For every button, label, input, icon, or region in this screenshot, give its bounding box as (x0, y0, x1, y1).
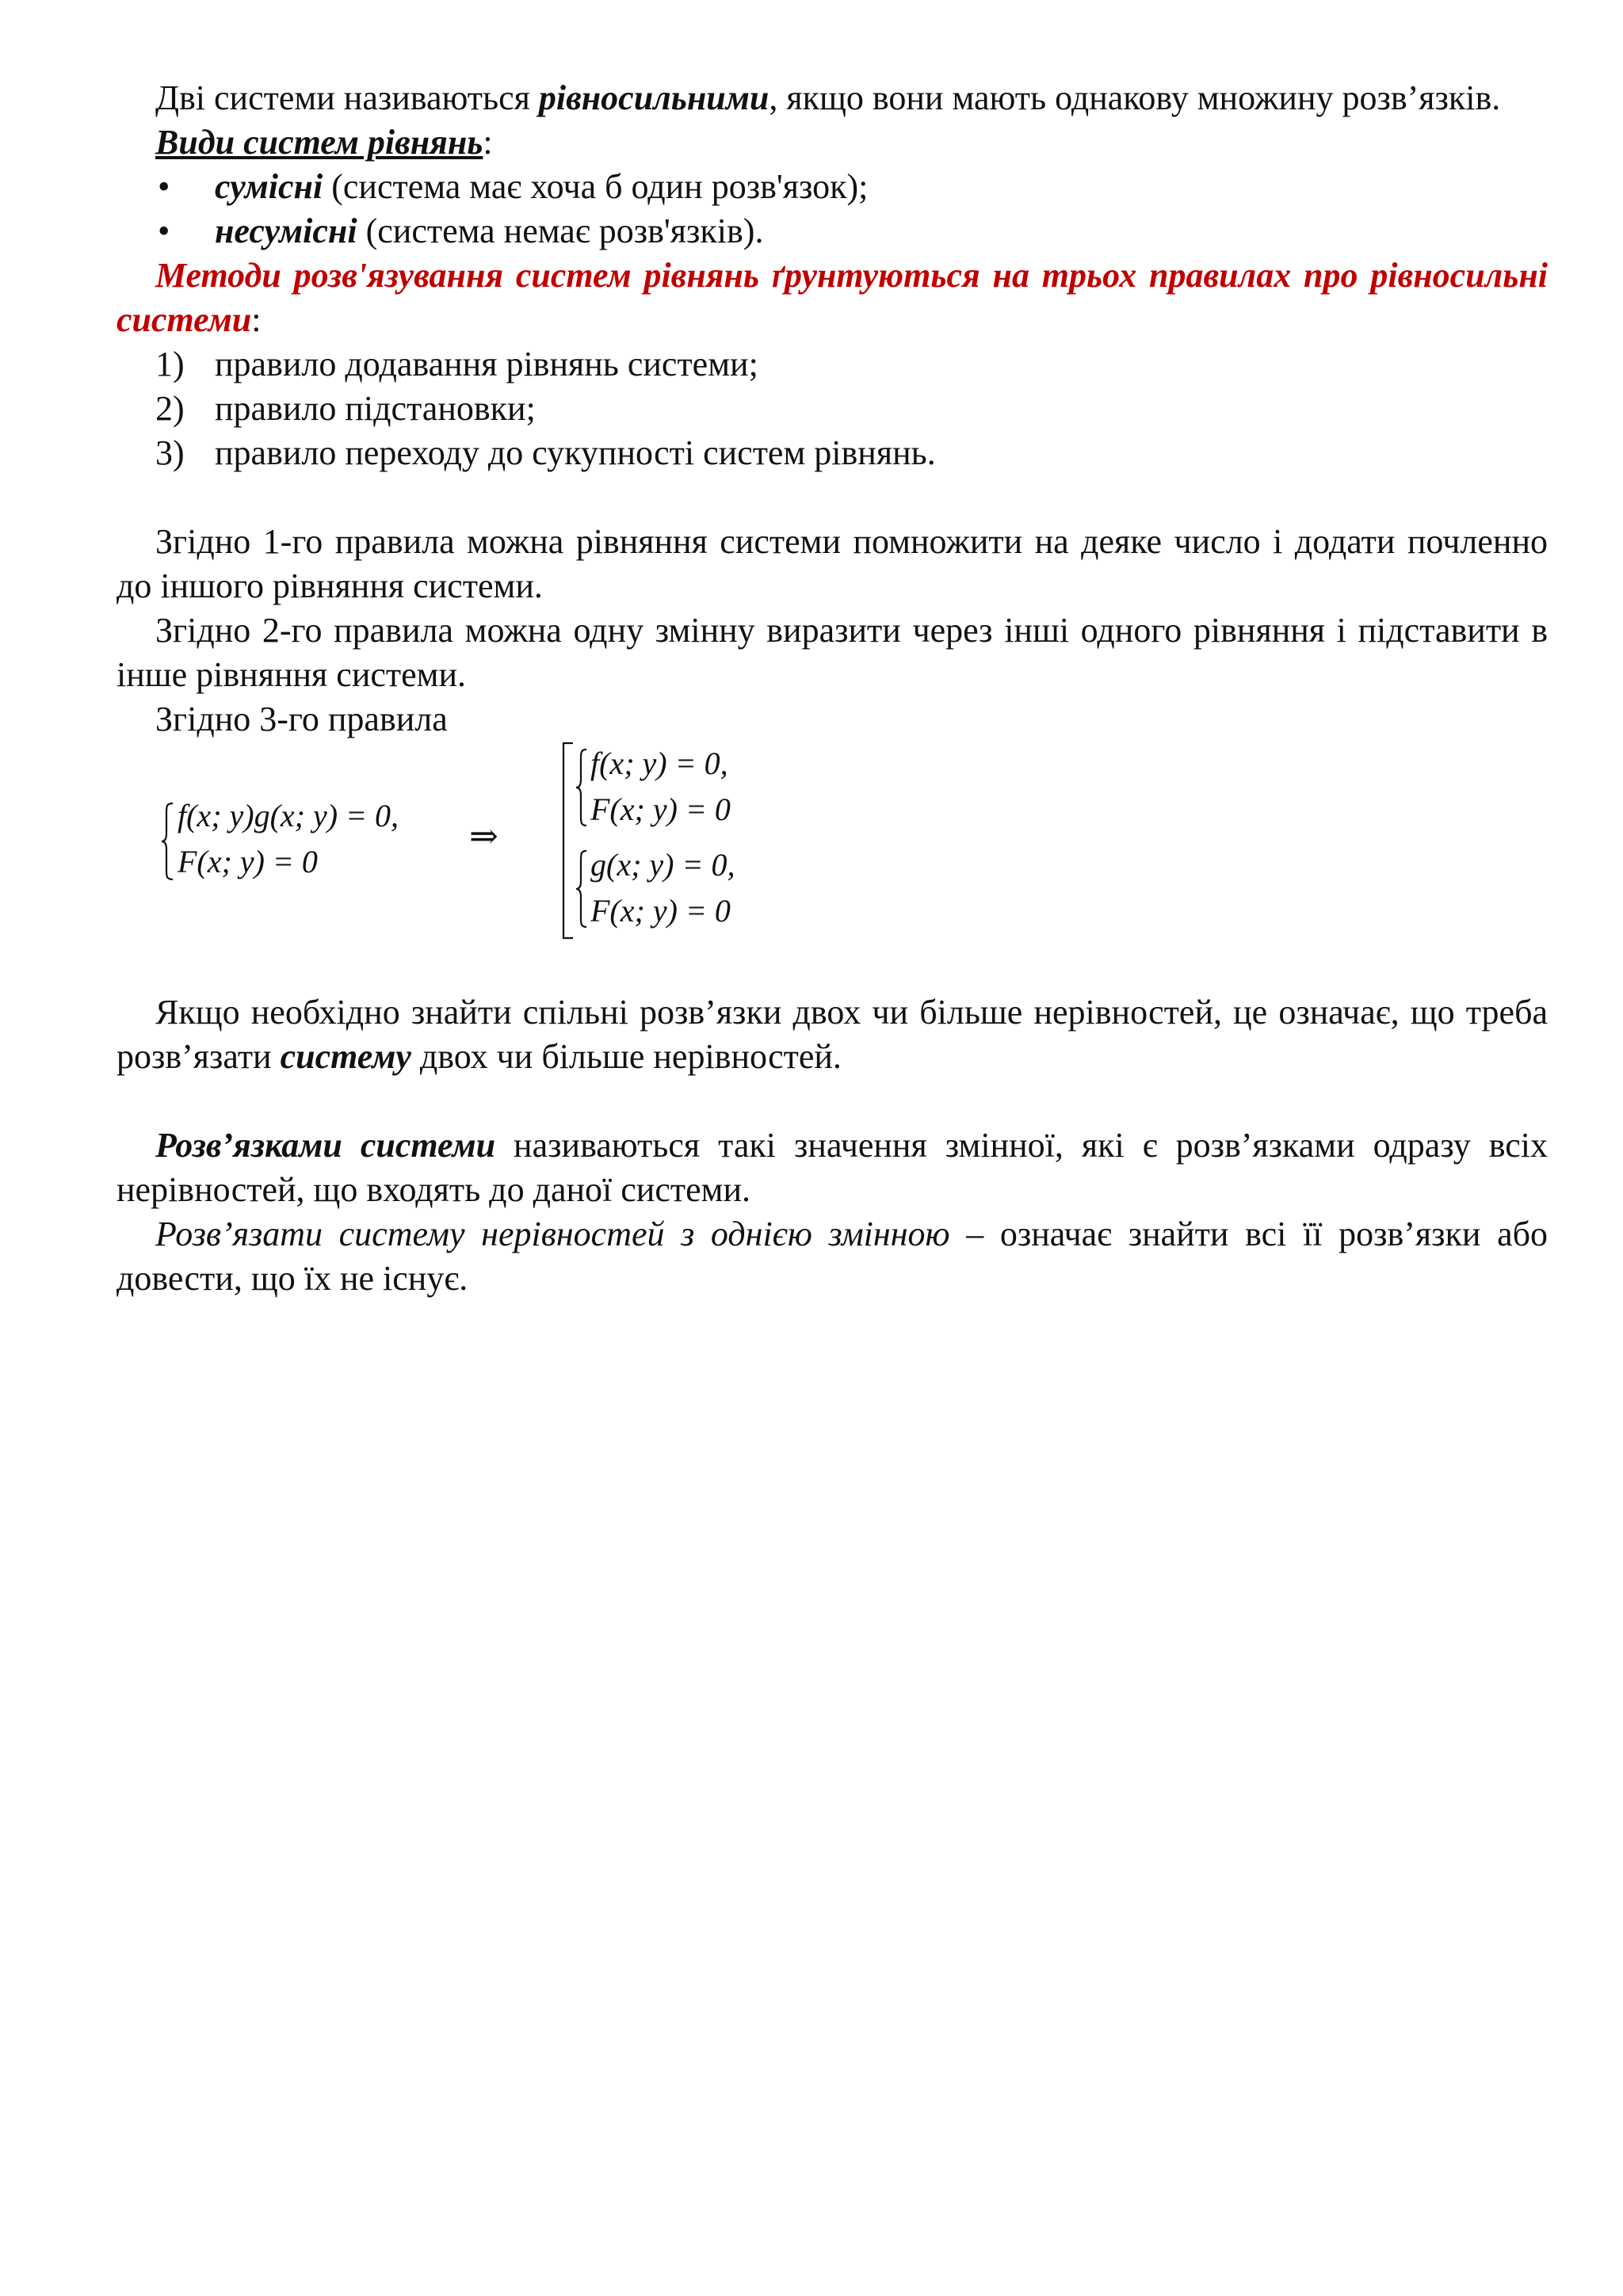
term-system: систему (280, 1037, 411, 1076)
implies-arrow: ⇒ (469, 817, 498, 856)
types-list (116, 165, 1548, 254)
left-equation-1: f(x; y)g(x; y) = 0, (178, 798, 399, 833)
equivalent-systems-paragraph: Дві системи називаються рівносильними, якщо вони мають однакову множину розв’язків. (155, 78, 1501, 117)
rule-3-paragraph: Згідно 3-го правила (155, 700, 448, 738)
formula-block (116, 742, 1548, 962)
rule-1-paragraph: Згідно 1-го правила можна рівняння системи помножити на деяке число і додати почленно до іншого рівняння системи. (116, 522, 1548, 605)
solutions-definition-paragraph: Розв’язками системи називаються такі значення змінної, які є розв’язками одразу всіх нерівностей, що входять до даної системи. (116, 1126, 1549, 1209)
term-equivalent: рівносильними (538, 78, 769, 117)
bullet-icon: • (158, 212, 170, 250)
list-item: • несумісні (система немає розв'язків). (116, 209, 1548, 254)
right-equation-3: g(x; y) = 0, (590, 847, 735, 883)
rule-2-paragraph: Згідно 2-го правила можна одну змінну виразити через інші одного рівняння і підставити в інше рівняння системи. (116, 611, 1548, 694)
inequalities-paragraph: Якщо необхідно знайти спільні розв’язки двох чи більше нерівностей, це означає, що треба розв’язати систему двох чи більше нерівностей. (116, 993, 1548, 1076)
types-heading: Види систем рівнянь: (155, 123, 493, 162)
bullet-icon: • (158, 167, 170, 206)
rules-list (116, 342, 1548, 475)
solve-definition-paragraph: Розв’язати систему нерівностей з однією змінною – означає знайти всі її розв’язки або довести, що їх не існує. (116, 1215, 1548, 1298)
right-equation-2: F(x; y) = 0 (590, 791, 731, 827)
methods-heading: Методи розв'язування систем рівнянь ґрунтуються на трьох правилах про рівносильні системи: (116, 256, 1548, 339)
list-item: 3) правило переходу до сукупності систем рівнянь. (155, 433, 936, 472)
inner-system-brace-1 (575, 748, 589, 827)
left-system-brace (160, 802, 176, 881)
left-equation-2: F(x; y) = 0 (178, 844, 318, 879)
term-solve: Розв’язати систему нерівностей з однією змінною (155, 1215, 950, 1253)
set-bracket (560, 742, 576, 940)
list-item: 2) правило підстановки; (155, 389, 536, 428)
list-item: • сумісні (система має хоча б один розв'язок); (116, 165, 1548, 209)
list-item: 1) правило додавання рівнянь системи; (155, 345, 758, 383)
right-equation-4: F(x; y) = 0 (590, 893, 731, 929)
term-solutions: Розв’язками системи (155, 1126, 496, 1165)
document-page (116, 76, 1548, 1301)
inner-system-brace-2 (575, 849, 589, 929)
right-equation-1: f(x; y) = 0, (590, 746, 728, 781)
